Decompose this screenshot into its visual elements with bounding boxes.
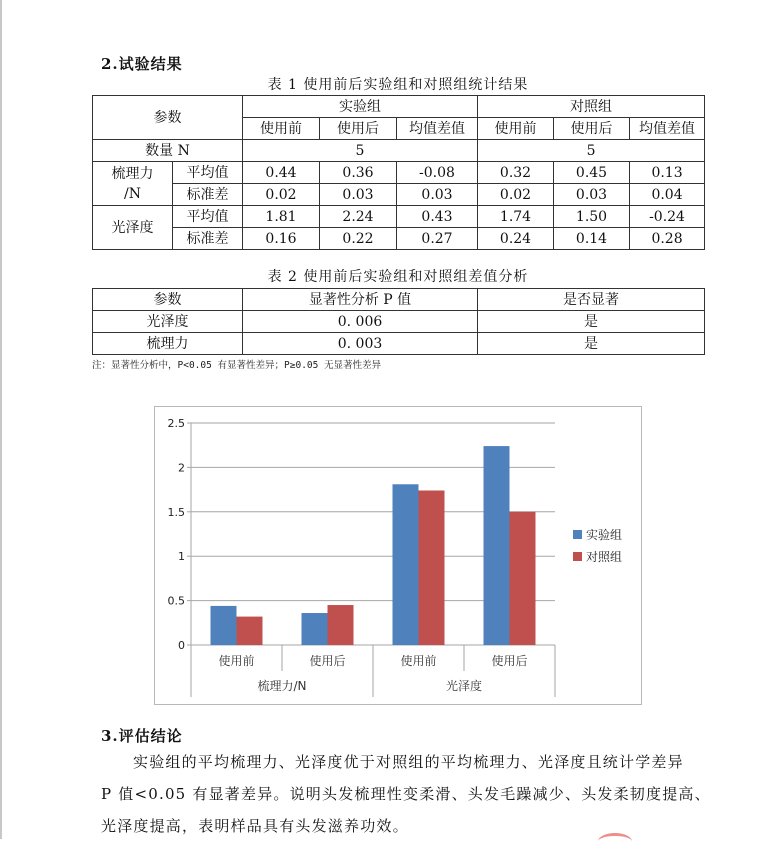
table1-cell: 0.44 xyxy=(243,162,320,184)
bar-experimental xyxy=(211,606,237,645)
comb-label-line2: /N xyxy=(124,185,141,202)
conclusion-line-3: 光泽度提高，表明样品具有头发滋养功效。 xyxy=(101,817,409,835)
table1-cell: 0.45 xyxy=(554,162,630,184)
table1-count-label: 数量 N xyxy=(93,140,243,162)
y-tick-label: 2.5 xyxy=(167,417,185,430)
table2-header: 参数 xyxy=(93,289,243,311)
table1-cell: 0.16 xyxy=(243,228,320,250)
bar-chart xyxy=(154,406,642,705)
legend-label: 实验组 xyxy=(586,528,623,542)
table1-ctrl-group-header: 对照组 xyxy=(478,96,705,118)
bar-chart-svg xyxy=(155,407,641,704)
table1-row xyxy=(93,162,705,184)
y-tick-label: 0.5 xyxy=(167,594,185,608)
bar-experimental xyxy=(302,613,328,645)
table1-cell: 0.32 xyxy=(478,162,554,184)
x-category-label: 使用前 xyxy=(218,654,255,668)
table1-cell: 0.03 xyxy=(320,184,397,206)
conclusion-line-1: 实验组的平均梳理力、光泽度优于对照组的平均梳理力、光泽度且统计学差异 xyxy=(133,753,684,771)
table1 xyxy=(92,95,705,250)
table1-count-ctrl: 5 xyxy=(478,140,705,162)
table1-subheader: 使用后 xyxy=(554,118,630,140)
table1-cell: -0.24 xyxy=(630,206,705,228)
table2-caption: 表 2 使用前后实验组和对照组差值分析 xyxy=(267,269,529,285)
table1-cell: -0.08 xyxy=(397,162,478,184)
legend-swatch xyxy=(573,552,582,561)
table1-stat-label: 标准差 xyxy=(173,184,243,206)
table2 xyxy=(92,288,705,355)
table1-count-exp: 5 xyxy=(243,140,478,162)
bar-control xyxy=(419,490,445,645)
table1-cell: 0.13 xyxy=(630,162,705,184)
table1-cell: 0.24 xyxy=(478,228,554,250)
table2-header: 是否显著 xyxy=(478,289,705,311)
table2-cell: 是 xyxy=(478,333,705,355)
table1-cell: 1.74 xyxy=(478,206,554,228)
table1-stat-label: 平均值 xyxy=(173,162,243,184)
table2-row xyxy=(93,333,705,355)
table1-gloss-label: 光泽度 xyxy=(93,206,173,250)
table1-cell: 0.14 xyxy=(554,228,630,250)
table1-cell: 0.36 xyxy=(320,162,397,184)
table2-header: 显著性分析 P 值 xyxy=(243,289,478,311)
table1-row xyxy=(93,184,705,206)
table1-cell: 1.81 xyxy=(243,206,320,228)
table1-cell: 0.04 xyxy=(630,184,705,206)
table2-note: 注：显著性分析中，P<0.05 有显著性差异；P≥0.05 无显著性差异 xyxy=(92,360,382,371)
y-tick-label: 0 xyxy=(178,639,185,652)
bar-experimental xyxy=(484,446,510,645)
table1-param-header: 参数 xyxy=(93,96,243,140)
table2-cell: 光泽度 xyxy=(93,311,243,333)
y-tick-label: 2 xyxy=(178,461,185,475)
table1-stat-label: 平均值 xyxy=(173,206,243,228)
table1-cell: 0.03 xyxy=(397,184,478,206)
table1-cell: 0.43 xyxy=(397,206,478,228)
bar-control xyxy=(510,512,536,645)
x-category-label: 使用后 xyxy=(491,654,528,668)
table2-cell: 0. 006 xyxy=(243,311,478,333)
table1-cell: 1.50 xyxy=(554,206,630,228)
red-seal-fragment xyxy=(598,833,632,850)
section-3-heading: 3.评估结论 xyxy=(101,727,183,745)
table2-cell: 0. 003 xyxy=(243,333,478,355)
table1-cell: 0.03 xyxy=(554,184,630,206)
legend-label: 对照组 xyxy=(586,550,623,564)
bar-experimental xyxy=(393,484,419,645)
table2-header-row xyxy=(93,289,705,311)
table2-cell: 是 xyxy=(478,311,705,333)
table1-cell: 0.02 xyxy=(478,184,554,206)
table1-cell: 0.22 xyxy=(320,228,397,250)
table1-row xyxy=(93,228,705,250)
table1-subheader: 使用后 xyxy=(320,118,397,140)
table1-cell: 0.28 xyxy=(630,228,705,250)
x-category-label: 使用前 xyxy=(400,654,437,668)
table1-row xyxy=(93,206,705,228)
table1-cell: 2.24 xyxy=(320,206,397,228)
table1-count-row xyxy=(93,140,705,162)
table1-cell: 0.02 xyxy=(243,184,320,206)
conclusion-line-2: P 值<0.05 有显著差异。说明头发梳理性变柔滑、头发毛躁减少、头发柔韧度提高、 xyxy=(101,785,711,803)
table1-subheader: 均值差值 xyxy=(397,118,478,140)
legend-swatch xyxy=(573,530,582,539)
page-left-border xyxy=(0,0,2,839)
table1-subheader: 均值差值 xyxy=(630,118,705,140)
y-tick-label: 1.5 xyxy=(167,505,185,519)
table1-subheader: 使用前 xyxy=(478,118,554,140)
x-category-label: 使用后 xyxy=(309,654,346,668)
comb-label-line1: 梳理力 xyxy=(111,165,154,182)
table1-cell: 0.27 xyxy=(397,228,478,250)
x-group-label: 梳理力/N xyxy=(257,679,307,693)
table1-header-row xyxy=(93,96,705,118)
table1-exp-group-header: 实验组 xyxy=(243,96,478,118)
bar-control xyxy=(237,617,263,645)
x-group-label: 光泽度 xyxy=(445,679,483,693)
y-tick-label: 1 xyxy=(178,550,185,564)
table1-subheader: 使用前 xyxy=(243,118,320,140)
table1-caption: 表 1 使用前后实验组和对照组统计结果 xyxy=(267,77,529,93)
section-2-heading: 2.试验结果 xyxy=(101,55,183,73)
table2-cell: 梳理力 xyxy=(93,333,243,355)
table1-comb-label xyxy=(93,162,173,206)
table2-row xyxy=(93,311,705,333)
table1-stat-label: 标准差 xyxy=(173,228,243,250)
bar-control xyxy=(328,605,354,645)
